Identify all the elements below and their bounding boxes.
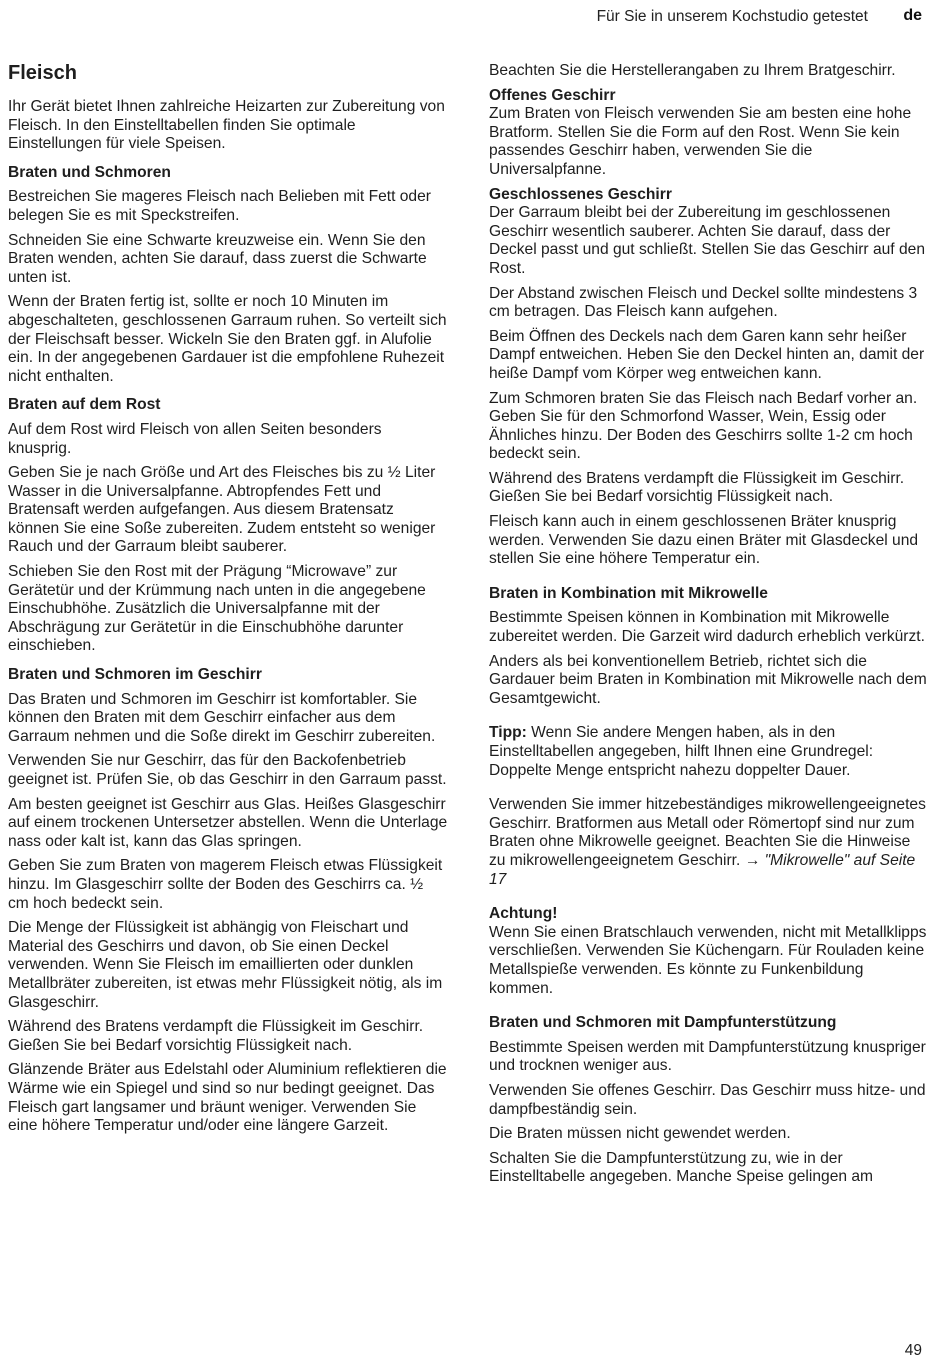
paragraph: Während des Bratens verdampft die Flüssigkeit im Geschirr. Gießen Sie bei Bedarf vorsichtig Flüssigkeit nach.	[8, 1018, 424, 1054]
tip-paragraph	[489, 724, 929, 780]
paragraph-text: Verwenden Sie immer hitzebeständiges mikrowellengeeignetes Geschirr. Bratformen aus Metall oder Römertopf sind nur zum Braten ohne Mikrowelle geeignet. Beachten Sie die Hinweise zu mikrowellengeeignetem Geschirr.	[489, 796, 926, 869]
paragraph: Beim Öffnen des Deckels nach dem Garen kann sehr heißer Dampf entweichen. Heben Sie den Deckel hinten an, damit der heiße Dampf vom Körper weg entweichen kann.	[489, 327, 925, 382]
section-heading-braten-schmoren: Braten und Schmoren	[8, 163, 171, 181]
paragraph: Schalten Sie die Dampfunterstützung zu, wie in der Einstelltabelle angegeben. Manche Speise gelingen am	[489, 1149, 874, 1186]
warning-heading: Achtung!	[489, 905, 558, 923]
paragraph: Geben Sie zum Braten von magerem Fleisch etwas Flüssigkeit hinzu. Im Glasgeschirr sollte der Boden des Geschirrs ca. ½ cm hoch bedeckt sein.	[8, 857, 443, 912]
paragraph: Verwenden Sie offenes Geschirr. Das Geschirr muss hitze- und dampfbeständig sein.	[489, 1081, 926, 1118]
language-tag: de	[903, 7, 922, 24]
left-column	[8, 62, 448, 1142]
cross-reference-link[interactable]: "Mikrowelle" auf Seite 17	[489, 851, 916, 888]
page-title: Fleisch	[8, 62, 77, 84]
paragraph: Fleisch kann auch in einem geschlossenen Bräter knusprig werden. Verwenden Sie dazu einen Bräter mit Glasdeckel und stellen Sie eine höhere Temperatur ein.	[489, 513, 919, 568]
tip-text: Wenn Sie andere Mengen haben, als in den Einstelltabellen angegeben, hilft Ihnen eine Grundregel: Doppelte Menge entspricht nahezu doppelter Dauer.	[489, 724, 874, 779]
paragraph: Bestimmte Speisen werden mit Dampfunterstützung knuspriger und trocknen weniger aus.	[489, 1038, 926, 1075]
intro-paragraph: Ihr Gerät bietet Ihnen zahlreiche Heizarten zur Zubereitung von Fleisch. In den Einstelltabellen finden Sie optimale Einstellungen für viele Speisen.	[8, 98, 445, 153]
page-number: 49	[904, 1342, 922, 1359]
paragraph: Glänzende Bräter aus Edelstahl oder Aluminium reflektieren die Wärme wie ein Spiegel und sind so nur bedingt geeignet. Das Fleisch gart langsamer und bräunt weniger. Verwenden Sie eine höhere Temperatur und/oder eine längere Garzeit.	[8, 1061, 447, 1135]
subheading-geschlossenes-geschirr: Geschlossenes Geschirr	[489, 185, 672, 203]
paragraph	[489, 796, 929, 889]
paragraph: Zum Schmoren braten Sie das Fleisch nach Bedarf vorher an. Geben Sie für den Schmorfond Wasser, Wein, Essig oder Ähnliches hinzu. Der Boden des Geschirrs sollte 1-2 cm hoch bedeckt sein.	[489, 389, 918, 463]
paragraph: Auf dem Rost wird Fleisch von allen Seiten besonders knusprig.	[8, 420, 382, 457]
page-header	[0, 8, 950, 30]
paragraph: Bestimmte Speisen können in Kombination mit Mikrowelle zubereitet werden. Die Garzeit wird dadurch erheblich verkürzt.	[489, 609, 925, 646]
section-heading-geschirr: Braten und Schmoren im Geschirr	[8, 666, 262, 684]
paragraph: Am besten geeignet ist Geschirr aus Glas. Heißes Glasgeschirr auf einem trockenen Untersetzer abstellen. Wenn die Unterlage nass oder kalt ist, kann das Glas springen.	[8, 795, 448, 850]
paragraph: Schieben Sie den Rost mit der Prägung “Microwave” zur Gerätetür und der Krümmung nach unten in die angegebene Einschubhöhe. Zusätzlich die Universalpfanne mit der Abschrägung zur Gerätetür in die Einschubhöhe darunter einschieben.	[8, 563, 426, 655]
paragraph: Geben Sie je nach Größe und Art des Fleisches bis zu ½ Liter Wasser in die Universalpfanne. Abtropfendes Fett und Bratensaft werden aufgefangen. Aus diesem Bratensatz können Sie eine Soße zubereiten. Zudem entsteht so weniger Rauch und der Garraum bleibt sauberer.	[8, 464, 436, 556]
arrow-right-icon: →	[744, 851, 761, 869]
paragraph: Das Braten und Schmoren im Geschirr ist komfortabler. Sie können den Braten mit dem Geschirr einfacher aus dem Garraum nehmen und die Soße direkt im Geschirr zubereiten.	[8, 690, 436, 745]
paragraph: Der Garraum bleibt bei der Zubereitung im geschlossenen Geschirr wesentlich sauberer. Achten Sie darauf, dass der Deckel passt und gut schließt. Stellen Sie das Geschirr auf den Rost.	[489, 204, 925, 277]
header-title: Für Sie in unserem Kochstudio getestet	[596, 8, 868, 25]
paragraph: Schneiden Sie eine Schwarte kreuzweise ein. Wenn Sie den Braten wenden, achten Sie darauf, dass zuerst die Schwarte unten ist.	[8, 231, 427, 286]
paragraph: Die Braten müssen nicht gewendet werden.	[489, 1125, 791, 1143]
section-heading-dampf: Braten und Schmoren mit Dampfunterstützung	[489, 1014, 837, 1032]
paragraph: Wenn der Braten fertig ist, sollte er noch 10 Minuten im abgeschalteten, geschlossenen Garraum ruhen. So verteilt sich der Fleischsaft besser. Wickeln Sie den Braten ggf. in Alufolie ein. In der angegebenen Gardauer ist die empfohlene Ruhezeit nicht enthalten.	[8, 293, 447, 385]
tip-label: Tipp:	[489, 724, 527, 742]
subheading-offenes-geschirr: Offenes Geschirr	[489, 86, 616, 104]
paragraph: Verwenden Sie nur Geschirr, das für den Backofenbetrieb geeignet ist. Prüfen Sie, ob das Geschirr in den Garraum passt.	[8, 752, 447, 788]
paragraph: Der Abstand zwischen Fleisch und Deckel sollte mindestens 3 cm betragen. Das Fleisch kann aufgehen.	[489, 284, 918, 321]
paragraph: Bestreichen Sie mageres Fleisch nach Belieben mit Fett oder belegen Sie es mit Speckstreifen.	[8, 188, 431, 224]
section-heading-rost: Braten auf dem Rost	[8, 396, 161, 414]
paragraph: Zum Braten von Fleisch verwenden Sie am besten eine hohe Bratform. Stellen Sie die Form auf den Rost. Wenn Sie kein passendes Geschirr haben, verwenden Sie die Universalpfanne.	[489, 105, 912, 178]
section-heading-mikrowelle: Braten in Kombination mit Mikrowelle	[489, 584, 768, 602]
paragraph: Während des Bratens verdampft die Flüssigkeit im Geschirr. Gießen Sie bei Bedarf vorsichtig Flüssigkeit nach.	[489, 469, 905, 506]
paragraph: Anders als bei konventionellem Betrieb, richtet sich die Gardauer beim Braten in Kombination mit Mikrowelle nach dem Gesamtgewicht.	[489, 652, 927, 707]
paragraph: Beachten Sie die Herstellerangaben zu Ihrem Bratgeschirr.	[489, 62, 896, 79]
right-column	[489, 62, 929, 1193]
warning-paragraph: Wenn Sie einen Bratschlauch verwenden, nicht mit Metallklipps verschließen. Verwenden Sie Küchengarn. Für Rouladen keine Metallspieße verwenden. Es könnte zu Funkenbildung kommen.	[489, 923, 927, 997]
paragraph: Die Menge der Flüssigkeit ist abhängig von Fleischart und Material des Geschirrs und davon, ob Sie einen Deckel verwenden. Wenn Sie Fleisch im emaillierten oder dunklen Metallbräter zubereiten, ist etwas mehr Flüssigkeit nötig, als im Glasgeschirr.	[8, 919, 443, 1011]
